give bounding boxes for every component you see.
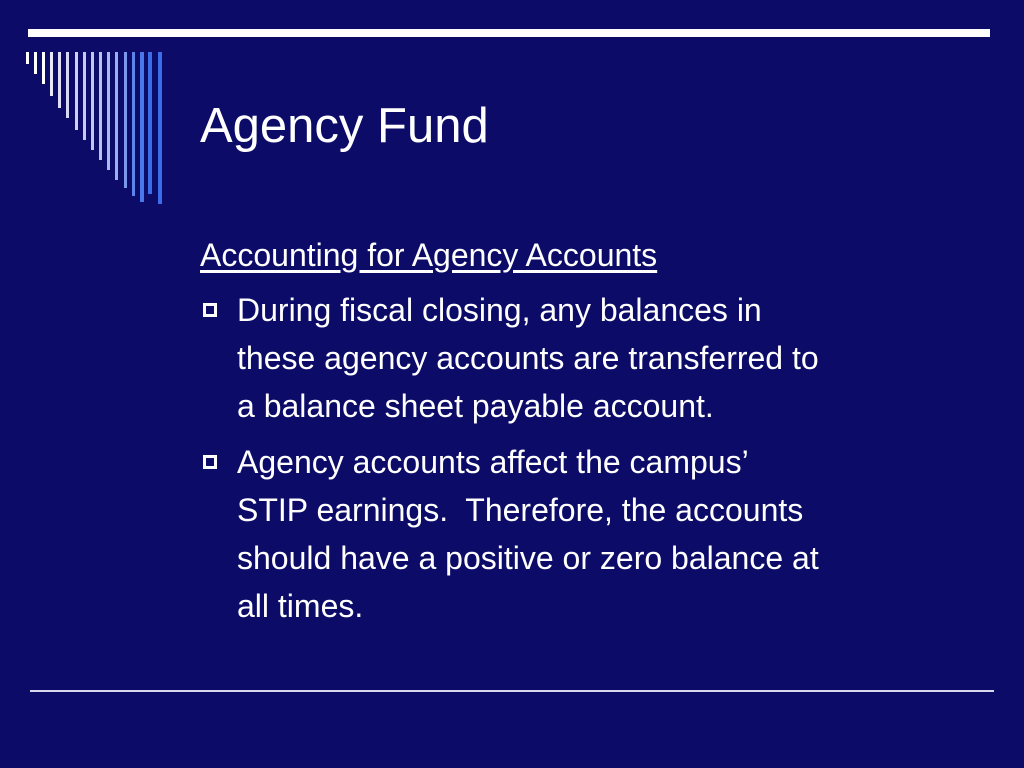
bullet-text-line: STIP earnings. Therefore, the accounts	[237, 492, 804, 528]
deco-bar	[66, 52, 69, 118]
decorative-bars-graphic	[0, 0, 180, 220]
deco-bar	[42, 52, 45, 84]
bullet-text-line: Agency accounts affect the campus’	[237, 444, 749, 480]
bullet-text-line: these agency accounts are transferred to	[237, 340, 819, 376]
deco-bar	[132, 52, 135, 196]
deco-bar	[83, 52, 86, 140]
deco-bar	[148, 52, 152, 194]
bottom-rule-divider	[30, 690, 994, 692]
bullet-text-line: all times.	[237, 588, 364, 624]
deco-bar	[99, 52, 102, 160]
hollow-square-bullet-icon	[203, 455, 217, 469]
slide-title: Agency Fund	[200, 99, 489, 153]
hollow-square-bullet-icon	[203, 303, 217, 317]
deco-bar	[91, 52, 94, 150]
slide-body	[200, 232, 980, 638]
deco-bar	[107, 52, 110, 170]
deco-bar	[158, 52, 162, 204]
section-heading: Accounting for Agency Accounts	[200, 237, 658, 273]
deco-bar	[34, 52, 37, 74]
deco-bar	[50, 52, 53, 96]
bullet-text-line: a balance sheet payable account.	[237, 388, 714, 424]
bullet-list	[200, 286, 980, 630]
bullet-item	[200, 286, 980, 430]
deco-bar	[26, 52, 29, 64]
deco-bar	[140, 52, 144, 202]
bullet-text-line: should have a positive or zero balance at	[237, 540, 819, 576]
deco-bar	[124, 52, 127, 188]
deco-bar	[58, 52, 61, 108]
deco-bar	[75, 52, 78, 130]
bullet-item	[200, 438, 980, 630]
bullet-text-line: During fiscal closing, any balances in	[237, 292, 762, 328]
deco-bar	[115, 52, 118, 180]
